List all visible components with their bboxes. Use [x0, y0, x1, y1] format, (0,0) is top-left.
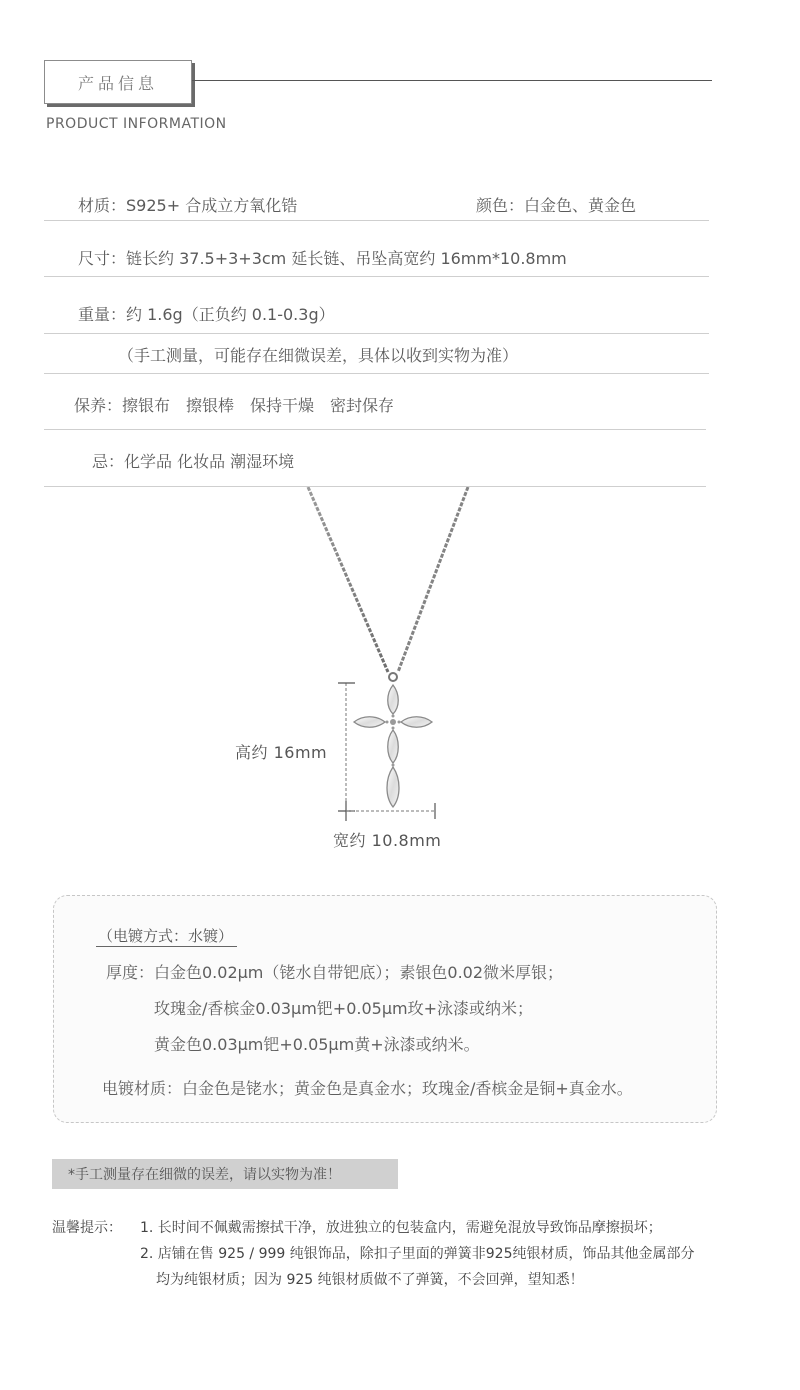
spec-size: 尺寸：链长约 37.5+3+3cm 延长链、吊坠高宽约 16mm*10.8mm [78, 249, 567, 268]
measurement-note-bar [52, 1159, 398, 1189]
height-label: 高约 16mm [235, 743, 328, 762]
row-divider [44, 276, 709, 277]
tip-item-1: 1. 长时间不佩戴需擦拭干净，放进独立的包装盒内，需避免混放导致饰品摩擦损坏； [140, 1220, 662, 1236]
plating-thickness-line-1: 厚度：白金色0.02μm（铑水自带钯底）；素银色0.02微米厚银； [106, 963, 564, 982]
tip-item-2: 2. 店铺在售 925 / 999 纯银饰品，除扣子里面的弹簧非925纯银材质，饰品其他金属部分 [140, 1246, 695, 1262]
row-divider [44, 373, 709, 374]
section-title: 产品信息 [77, 73, 158, 93]
spec-weight-note: （手工测量，可能存在细微误差，具体以收到实物为准） [118, 346, 519, 365]
plating-thickness-line-2: 玫瑰金/香槟金0.03μm钯+0.05μm玫+泳漆或纳米； [154, 999, 533, 1018]
tips-label: 温馨提示： [52, 1220, 122, 1236]
spec-color: 颜色：白金色、黄金色 [476, 196, 637, 215]
plating-thickness-line-3: 黄金色0.03μm钯+0.05μm黄+泳漆或纳米。 [154, 1035, 480, 1054]
width-label: 宽约 10.8mm [333, 831, 442, 850]
spec-material: 材质：S925+ 合成立方氧化锆 [78, 196, 298, 215]
spec-weight: 重量：约 1.6g（正负约 0.1-0.3g） [78, 305, 335, 324]
spec-avoid: 忌：化学品 化妆品 潮湿环境 [92, 452, 295, 471]
plating-title: （电镀方式：水镀） [96, 927, 237, 947]
section-title-box [44, 60, 192, 104]
row-divider [44, 333, 709, 334]
row-divider [44, 429, 706, 430]
section-subtitle: PRODUCT INFORMATION [46, 116, 227, 132]
measurement-note: *手工测量存在细微的误差，请以实物为准！ [68, 1167, 341, 1183]
plating-title-wrap [96, 925, 237, 946]
plating-material: 电镀材质：白金色是铑水；黄金色是真金水；玫瑰金/香槟金是铜+真金水。 [102, 1079, 633, 1098]
cross-necklace-image [230, 487, 480, 852]
spec-care: 保养：擦银布 擦银棒 保持干燥 密封保存 [74, 396, 395, 415]
title-divider [192, 80, 712, 81]
tip-item-2-continued: 均为纯银材质；因为 925 纯银材质做不了弹簧，不会回弹，望知悉！ [156, 1272, 584, 1288]
row-divider [44, 220, 709, 221]
